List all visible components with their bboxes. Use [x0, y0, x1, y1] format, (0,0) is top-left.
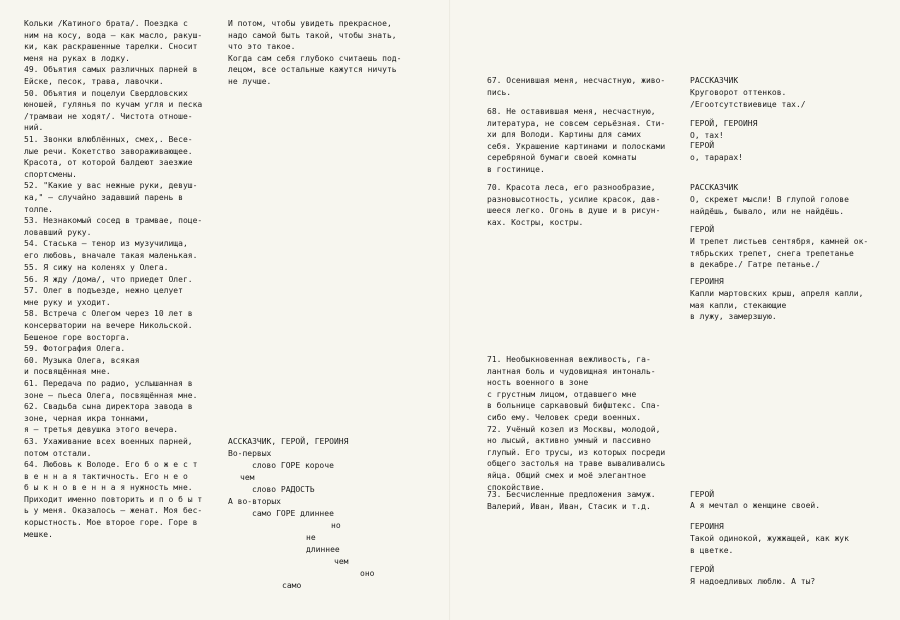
speaker-line: О, скрежет мысли! В глупой голове найдёшь, бывало, или не найдёшь.: [690, 195, 849, 216]
poem-line: само: [282, 581, 302, 590]
item-71-72: 71. Необыкновенная вежливость, га- лантная боль и чудовищная интональ- ность военного в зоне с грустным лицом, отдавшего мне в больнице саркавовый бифштекс. Спа- сибо ему. Человек среди военных. 72. Учёный козел из Москвы, молодой, но лысый, активно умный и пассивно глупый. Его трусы, из которых посреди общего застолья на траве вываливались яйца. Общий смех и моё элегантное спокойствие.: [487, 355, 666, 492]
left-column-bottom-text: 55. Я сижу на коленях у Олега. 56. Я жду /дома/, что приедет Олег. 57. Олег в подъезде, нежно целует мне руку и уходит. 58. Встреча с Олегом через 10 лет в консерватории на вечере Никольской. Бешеное горе восторга. 59. Фотография Олега. 60. Музыка Олега, всякая и посвящённая мне. 61. Передача по радио, услышанная в зоне — пьеса Олега, посвящённая мне. 62. Свадьба сына директора завода в зоне, черная икра тоннами, я — третья девушка этого вечера. 63. Ухаживание всех военных парней, потом отстали.: [24, 263, 198, 458]
speaker-line: О, тах!: [690, 131, 724, 140]
poem-header: АССКАЗЧИК, ГЕРОЙ, ГЕРОИНЯ: [228, 437, 349, 446]
right-column-top-text: И потом, чтобы увидеть прекрасное, надо самой быть такой, чтобы знать, что это такое. Когда сам себя глубоко считаешь под- лецом, все остальные кажутся ничуть не лучше.: [228, 19, 402, 86]
item-67: 67. Осенившая меня, несчастную, живо- пись.: [487, 76, 666, 97]
speaker-line: о, тарарах!: [690, 153, 743, 162]
speaker-label: ГЕРОЙ, ГЕРОИНЯ: [690, 119, 758, 128]
poem-line: оно: [360, 569, 375, 578]
speaker-line: А я мечтал о женщине своей.: [690, 501, 821, 510]
speaker-label: РАССКАЗЧИК: [690, 76, 739, 85]
speaker-label: ГЕРОИНЯ: [690, 277, 724, 286]
poem-line: не: [306, 533, 316, 542]
speaker-line: Я надоедливых люблю. А ты?: [690, 577, 816, 586]
speaker-label: ГЕРОЙ: [690, 490, 715, 499]
left-column-top-text: Кольки /Катиного брата/. Поездка с ним на косу, вода — как масло, ракуш- ки, как раскрашенные тарелки. Сносит меня на руках в лодку. 49. Объятия самых различных парней в Ейске, песок, трава, лавочки. 50. Объятия и поцелуи Свердловских юношей, гулянья по кучам угля и песка /трамваи не ходят/. Чистота отноше- ний. 51. Звонки влюблённых, смех,. Весе- лые речи. Кокетство завораживающее. Красота, от которой балдеют заезжие спортсмены. 52. "Какие у вас нежные руки, девуш- ка," — случайно задавший парень в толпе. 53. Незнакомый сосед в трамвае, поце- ловавший руку. 54. Стаська — тенор из музучилища, его любовь, вначале такая маленькая.: [24, 19, 203, 260]
poem-line: слово ГОРЕ короче: [252, 461, 334, 470]
item-64-spaced-line-1: в е н н а я тактичность. Его н е о: [24, 471, 188, 481]
speaker-line: Капли мартовских крыш, апреля капли, мая капли, стекающие в лужу, замерзшую.: [690, 289, 864, 322]
poem-line: чем: [240, 473, 255, 482]
poem-line: длиннее: [306, 545, 340, 554]
item-64-rest: Приходит именно повторить и п о б ы т ь у меня. Оказалось — женат. Моя бес- корыстность. Мое второе горе. Горе в мешке.: [24, 494, 203, 539]
speaker-label: РАССКАЗЧИК: [690, 183, 739, 192]
speaker-line: И трепет листьев сентября, камней ок- тябрьских трепет, снега трепетанье в декабре./ Гатре петанье./: [690, 237, 869, 270]
speaker-label: ГЕРОЙ: [690, 141, 715, 150]
poem-line: А во-вторых: [228, 497, 281, 506]
speaker-label: ГЕРОЙ: [690, 225, 715, 234]
item-64-spaced-line-2: б ы к н о в е н н а я нужность мне.: [24, 483, 193, 493]
poem-line: но: [331, 521, 341, 530]
item-73: 73. Бесчисленные предложения замуж. Валерий, Иван, Иван, Стасик и т.д.: [487, 490, 656, 511]
speaker-line: Такой одинокой, жужжащей, как жук в цветке.: [690, 534, 849, 555]
poem-line: чем: [334, 557, 349, 566]
item-68: 68. Не оставившая меня, несчастную, литература, не совсем серьёзная. Сти- хи для Володи. Картины для самих себя. Украшение картинами и полосками серебряной бумаги своей комнаты в гостинице.: [487, 107, 666, 174]
poem-line: Во-первых: [228, 449, 272, 458]
speaker-label: ГЕРОИНЯ: [690, 522, 724, 531]
speaker-label: ГЕРОЙ: [690, 565, 715, 574]
item-70: 70. Красота леса, его разнообразие, разновысотность, усилие красок, дав- шееся легко. Огонь в душе и в рисун- ках. Костры, костры.: [487, 183, 661, 227]
poem-line: слово РАДОСТЬ: [252, 485, 315, 494]
right-page: [450, 0, 900, 620]
item-64-intro: 64. Любовь к Володе. Его б о ж е с т: [24, 460, 198, 469]
poem-line: само ГОРЕ длиннее: [252, 509, 334, 518]
speaker-line: Круговорот оттенков. /Егоотсутствиевице тах./: [690, 88, 806, 109]
